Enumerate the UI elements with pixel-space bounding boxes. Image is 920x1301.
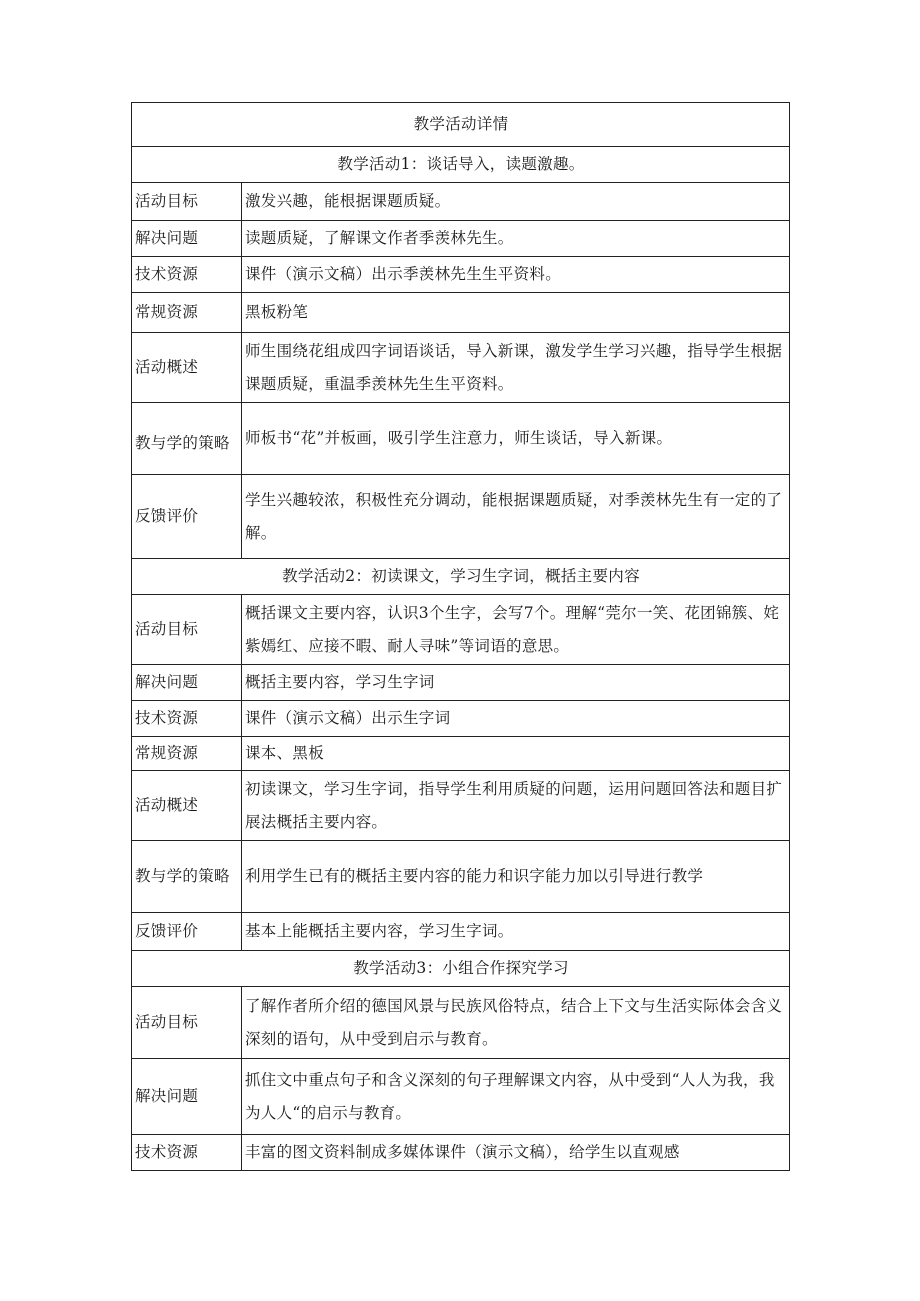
row-content: 课件（演示文稿）出示季羡林先生生平资料。 (242, 257, 790, 293)
row-content: 课本、黑板 (242, 737, 790, 771)
row-content: 黑板粉笔 (242, 293, 790, 333)
activity-heading: 教学活动3：小组合作探究学习 (132, 951, 790, 987)
row-label: 常规资源 (132, 293, 242, 333)
row-content: 基本上能概括主要内容，学习生字词。 (242, 913, 790, 951)
row-content: 概括主要内容，学习生字词 (242, 665, 790, 701)
row-label: 活动概述 (132, 333, 242, 403)
table-title: 教学活动详情 (132, 103, 790, 147)
row-label: 活动目标 (132, 595, 242, 665)
row-label: 技术资源 (132, 257, 242, 293)
row-content: 课件（演示文稿）出示生字词 (242, 701, 790, 737)
row-content: 师板书“花”并板画，吸引学生注意力，师生谈话，导入新课。 (242, 403, 790, 475)
row-label: 活动目标 (132, 987, 242, 1059)
activity-heading: 教学活动1：谈话导入，读题激趣。 (132, 147, 790, 183)
row-label: 活动目标 (132, 183, 242, 221)
activity-table (131, 102, 790, 1171)
row-label: 反馈评价 (132, 913, 242, 951)
row-label: 活动概述 (132, 771, 242, 841)
row-label: 教与学的策略 (132, 841, 242, 913)
row-content: 概括课文主要内容，认识3个生字，会写7个。理解“莞尔一笑、花团锦簇、姹紫嫣红、应接不暇、耐人寻味”等词语的意思。 (242, 595, 790, 665)
row-label: 解决问题 (132, 221, 242, 257)
row-label: 技术资源 (132, 701, 242, 737)
activity-heading: 教学活动2：初读课文，学习生字词，概括主要内容 (132, 559, 790, 595)
row-content: 利用学生已有的概括主要内容的能力和识字能力加以引导进行教学 (242, 841, 790, 913)
row-content: 抓住文中重点句子和含义深刻的句子理解课文内容，从中受到“人人为我，我为人人“的启示与教育。 (242, 1059, 790, 1135)
row-content: 学生兴趣较浓，积极性充分调动，能根据课题质疑，对季羡林先生有一定的了解。 (242, 475, 790, 559)
row-label: 常规资源 (132, 737, 242, 771)
row-label: 解决问题 (132, 665, 242, 701)
row-label: 解决问题 (132, 1059, 242, 1135)
row-content: 丰富的图文资料制成多媒体课件（演示文稿），给学生以直观感 (242, 1135, 790, 1171)
row-content: 激发兴趣，能根据课题质疑。 (242, 183, 790, 221)
row-label: 反馈评价 (132, 475, 242, 559)
row-content: 师生围绕花组成四字词语谈话，导入新课，激发学生学习兴趣，指导学生根据课题质疑，重温季羡林先生生平资料。 (242, 333, 790, 403)
row-label: 技术资源 (132, 1135, 242, 1171)
row-content: 读题质疑，了解课文作者季羡林先生。 (242, 221, 790, 257)
row-label: 教与学的策略 (132, 403, 242, 475)
row-content: 了解作者所介绍的德国风景与民族风俗特点，结合上下文与生活实际体会含义深刻的语句，从中受到启示与教育。 (242, 987, 790, 1059)
row-content: 初读课文，学习生字词，指导学生利用质疑的问题，运用问题回答法和题目扩展法概括主要内容。 (242, 771, 790, 841)
